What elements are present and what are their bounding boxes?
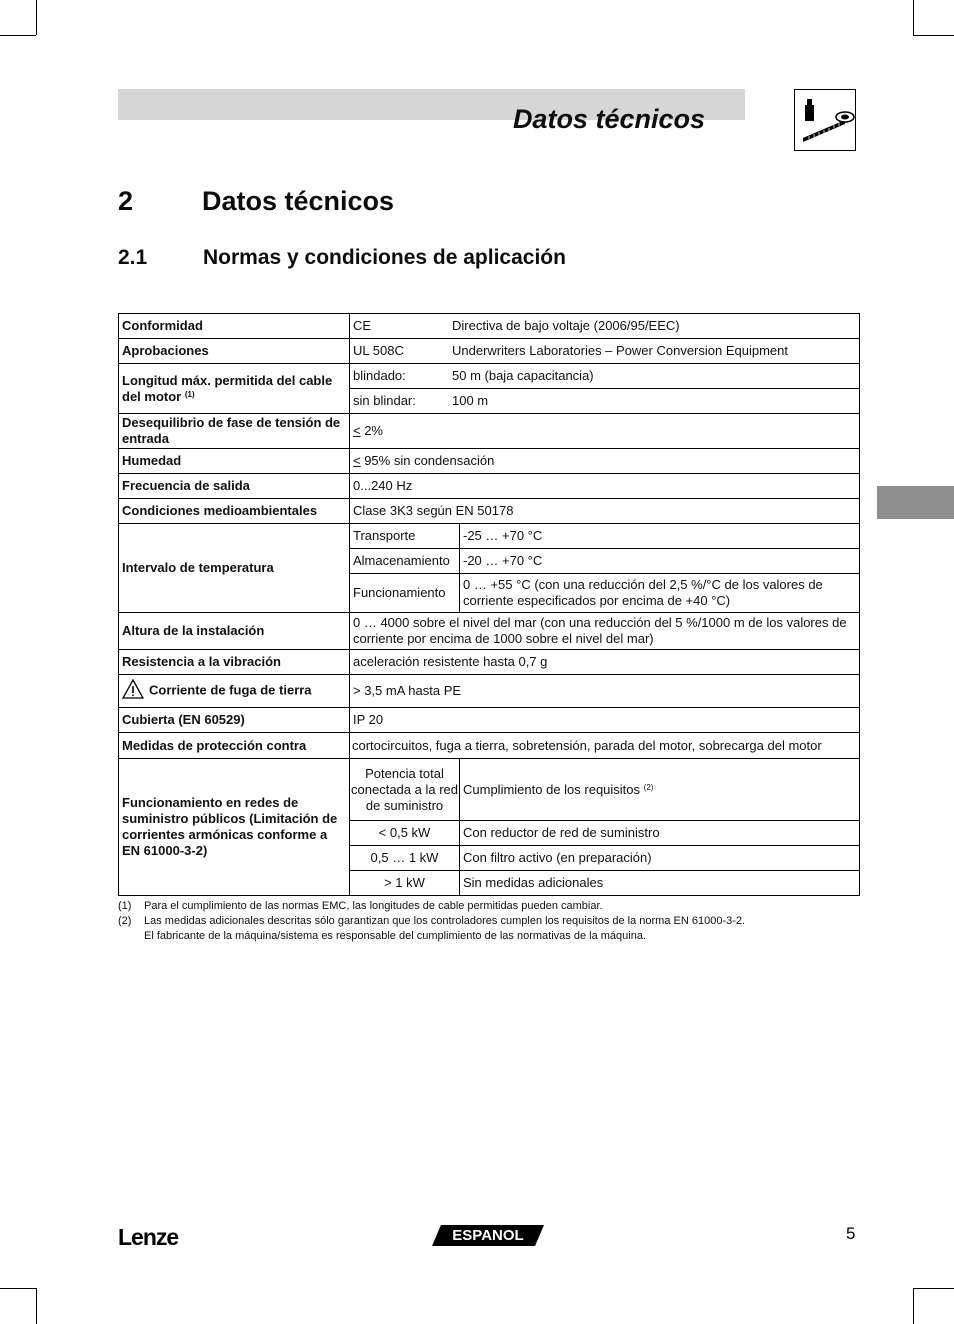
value-desc: 100 m — [452, 393, 489, 408]
language-badge — [432, 1225, 544, 1246]
temp-condition: Almacenamiento — [350, 549, 460, 574]
footnote-text: El fabricante de la máquina/sistema es responsable del cumplimiento de las normativas de la máquina. — [144, 930, 646, 942]
table-row — [119, 650, 860, 675]
footnote — [118, 929, 878, 944]
row-label-text: Corriente de fuga de tierra — [149, 682, 312, 698]
row-label: Altura de la instalación — [119, 613, 350, 650]
footnote-text: Para el cumplimiento de las normas EMC, las longitudes de cable permitidas pueden cambiar. — [144, 900, 603, 912]
temp-value: -25 … +70 °C — [460, 524, 860, 549]
subsection-title: Normas y condiciones de aplicación — [203, 246, 566, 269]
row-label: Medidas de protección contra — [119, 733, 350, 759]
footnote-number: (1) — [118, 900, 132, 912]
section-number: 2 — [118, 186, 134, 216]
power-value: < 0,5 kW — [350, 821, 460, 846]
footnote — [118, 914, 878, 929]
footnote-ref: (2) — [643, 782, 654, 792]
crop-mark — [913, 1288, 954, 1289]
footnote-number: (2) — [118, 915, 132, 927]
value-desc: Underwriters Laboratories – Power Conversion Equipment — [452, 343, 788, 358]
subsection-number: 2.1 — [118, 246, 148, 269]
row-value — [350, 339, 860, 364]
row-value: IP 20 — [350, 708, 860, 733]
page-number: 5 — [846, 1224, 856, 1243]
power-value: 0,5 … 1 kW — [350, 846, 460, 871]
row-value: 0...240 Hz — [350, 474, 860, 499]
requirement-value: Con filtro activo (en preparación) — [460, 846, 860, 871]
row-label: Frecuencia de salida — [119, 474, 350, 499]
value-code: sin blindar: — [353, 393, 416, 408]
row-label: Intervalo de temperatura — [119, 524, 350, 613]
row-value: cortocircuitos, fuga a tierra, sobretensión, parada del motor, sobrecarga del motor — [350, 733, 860, 759]
table-row — [119, 524, 860, 549]
power-value: > 1 kW — [350, 871, 460, 896]
table-row — [119, 675, 860, 708]
row-label: Humedad — [119, 449, 350, 474]
row-label: Desequilibrio de fase de tensión de entrada — [119, 414, 350, 449]
table-row — [119, 708, 860, 733]
footnote-ref: (1) — [184, 389, 195, 399]
table-row — [119, 733, 860, 759]
value-code: UL 508C — [353, 343, 404, 358]
footnote-indent — [118, 929, 144, 944]
row-value: Clase 3K3 según EN 50178 — [350, 499, 860, 524]
requirement-value: Con reductor de red de suministro — [460, 821, 860, 846]
crop-mark — [0, 35, 36, 36]
row-value — [350, 449, 860, 474]
requirement-value: Sin medidas adicionales — [460, 871, 860, 896]
row-label: Conformidad — [119, 314, 350, 339]
value-text: 95% sin condensación — [360, 453, 495, 468]
value-code: blindado: — [353, 368, 406, 383]
scale-measurement-icon — [794, 89, 856, 151]
value-desc: 50 m (baja capacitancia) — [452, 368, 594, 383]
power-header: Potencia total conectada a la red de suministro — [350, 759, 460, 821]
table-row — [119, 613, 860, 650]
less-equal-sign: < — [353, 453, 361, 468]
crop-mark — [913, 0, 914, 35]
row-value — [350, 364, 860, 389]
table-row — [119, 414, 860, 449]
crop-mark — [0, 1288, 36, 1289]
table-row — [119, 759, 860, 821]
temp-value: 0 … +55 °C (con una reducción del 2,5 %/°C de los valores de corriente especificados por encima de +40 °C) — [460, 574, 860, 613]
footnotes — [118, 899, 878, 944]
value-code: CE — [353, 318, 372, 333]
row-label: Funcionamiento en redes de suministro públicos (Limitación de corrientes armónicas conforme a EN 61000-3-2) — [119, 759, 350, 896]
row-value — [350, 414, 860, 449]
section-title: Datos técnicos — [202, 186, 395, 216]
row-label: Aprobaciones — [119, 339, 350, 364]
row-label — [119, 364, 350, 414]
temp-value: -20 … +70 °C — [460, 549, 860, 574]
crop-mark — [36, 0, 37, 35]
value-text: 2% — [360, 423, 383, 438]
row-value — [350, 389, 860, 414]
footnote — [118, 899, 878, 914]
row-label: Resistencia a la vibración — [119, 650, 350, 675]
value-desc: Directiva de bajo voltaje (2006/95/EEC) — [452, 318, 680, 333]
row-label-text: Longitud máx. permitida del cable del motor — [122, 372, 333, 404]
temp-condition: Transporte — [350, 524, 460, 549]
table-row — [119, 499, 860, 524]
row-label — [119, 675, 350, 708]
row-label: Condiciones medioambientales — [119, 499, 350, 524]
row-value: aceleración resistente hasta 0,7 g — [350, 650, 860, 675]
row-value: > 3,5 mA hasta PE — [350, 675, 860, 708]
row-value — [350, 314, 860, 339]
table-row — [119, 449, 860, 474]
temp-condition: Funcionamiento — [350, 574, 460, 613]
table-row — [119, 474, 860, 499]
warning-icon — [122, 679, 144, 703]
row-value: 0 … 4000 sobre el nivel del mar (con una reducción del 5 %/1000 m de los valores de corriente por encima de 1000 sobre el nivel del mar) — [350, 613, 860, 650]
table-row — [119, 339, 860, 364]
table-row — [119, 364, 860, 389]
header-title: Datos técnicos — [512, 104, 705, 134]
less-equal-sign: < — [353, 423, 361, 438]
crop-mark — [36, 1288, 37, 1324]
language-label: ESPANOL — [452, 1227, 524, 1244]
crop-mark — [913, 1288, 914, 1324]
requirements-header — [460, 759, 860, 821]
table-row — [119, 314, 860, 339]
side-tab-marker — [877, 486, 954, 519]
spec-table — [118, 313, 860, 896]
requirements-header-text: Cumplimiento de los requisitos — [463, 781, 641, 797]
footnote-text: Las medidas adicionales descritas sólo garantizan que los controladores cumplen los requisitos de la norma EN 61000-3-2. — [144, 915, 746, 927]
lenze-logo: Lenze — [118, 1224, 179, 1250]
row-label: Cubierta (EN 60529) — [119, 708, 350, 733]
crop-mark — [913, 35, 954, 36]
